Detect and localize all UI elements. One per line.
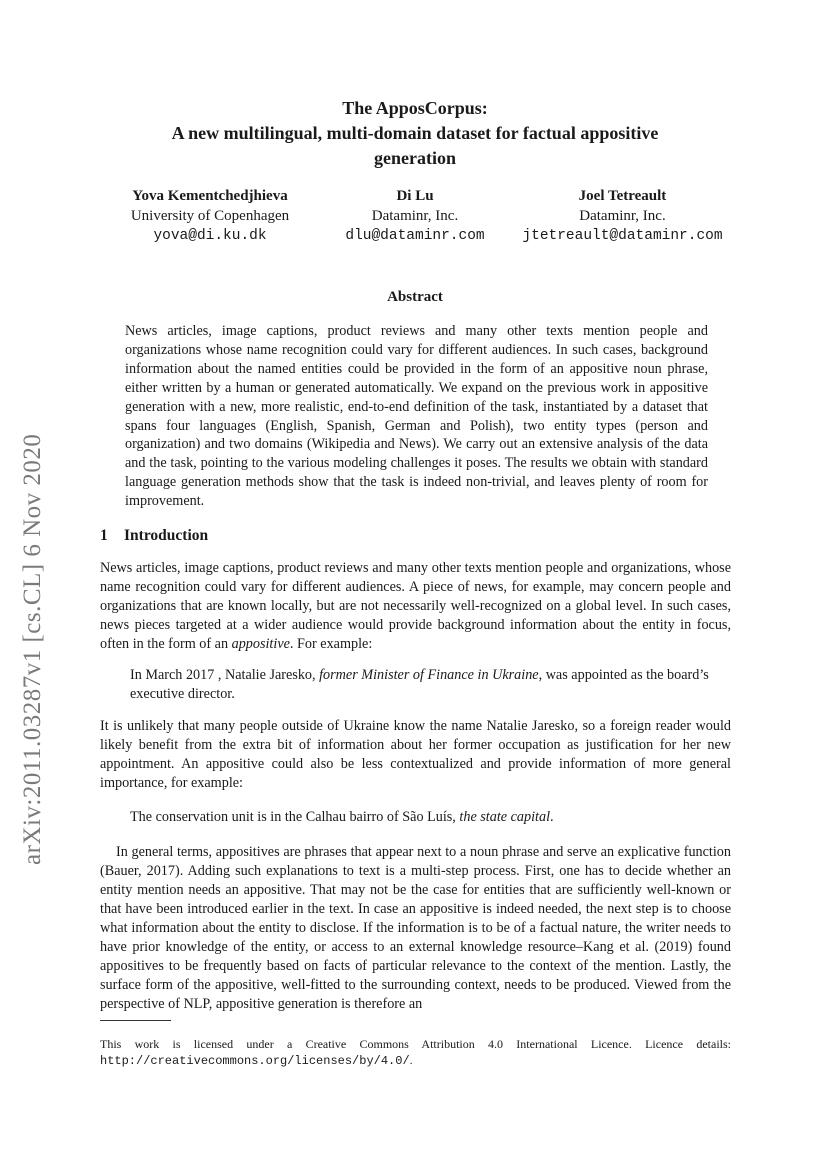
author-block <box>505 186 740 246</box>
paragraph <box>100 559 731 654</box>
abstract-text: News articles, image captions, product reviews and many other texts mention people and organizations whose name recognition could vary for different audiences. In such cases, background information about the named entities could be provided in the form of an appositive noun phrase, either written by a human or generated automatically. We expand on the previous work in appositive generation with a new, more realistic, end-to-end definition of the task, instantiated by a dataset that spans four languages (English, Spanish, German and Polish), two entity types (person and organization) and two domains (Wikipedia and News). We carry out an extensive analysis of the data and the task, pointing to the various modeling challenges it poses. The results we obtain with standard language generation methods show that the task is indeed non-trivial, and leaves plenty of room for improvement. <box>125 323 708 510</box>
emphasis: appositive <box>231 636 290 652</box>
title-line-2: A new multilingual, multi-domain dataset for factual appositive <box>171 123 659 143</box>
arxiv-identifier: arXiv:2011.03287v1 [cs.CL] 6 Nov 2020 <box>19 433 46 865</box>
footnote-rule <box>100 1020 171 1021</box>
example-quote <box>130 808 730 827</box>
section-number: 1 <box>100 527 108 544</box>
footnote-text: . <box>409 1053 413 1067</box>
author-name: Yova Kementchedjhieva <box>132 188 288 204</box>
author-block <box>100 186 320 246</box>
paragraph-text: . For example: <box>289 636 373 652</box>
author-name: Di Lu <box>396 188 434 204</box>
abstract-heading: Abstract <box>387 289 443 305</box>
paper-title <box>100 96 730 171</box>
example-text: In March 2017 , Natalie Jaresko, <box>130 667 320 683</box>
example-text: The conservation unit is in the Calhau bairro of São Luís, <box>130 809 460 825</box>
footnote-text: This work is licensed under a Creative Commons Attribution 4.0 International Licence. Licence details: <box>100 1037 731 1051</box>
footnote <box>100 1036 731 1069</box>
author-affiliation: Dataminr, Inc. <box>371 208 459 224</box>
paragraph-text: News articles, image captions, product reviews and many other texts mention people and organizations, whose name recognition could vary for different audiences. A piece of news, for example, may concern people and organizations that are known locally, but are not necessarily well-recognized on a global level. In such cases, news pieces targeted at a wider audience would provide background information about the entity in focus, often in the form of an <box>100 560 731 652</box>
appositive-emphasis: former Minister of Finance in Ukraine <box>319 667 539 683</box>
paragraph: In general terms, appositives are phrases that appear next to a noun phrase and serve an explicative function (Bauer, 2017). Adding such explanations to text is a multi-step process. First, one has to decide whether an entity mention needs an appositive. That may not be the case for entities that are sufficiently well-known or that have been introduced earlier in the text. In case an appositive is indeed needed, the next step is to choose what information about the entity to disclose. If the information is to be of a factual nature, the writer needs to have prior knowledge of the entity, or access to an external knowledge resource–Kang et al. (2019) found appositives to be frequently based on facts of particular relevance to the context of the mention. Lastly, the surface form of the appositive, well-fitted to the surrounding context, needs to be produced. Viewed from the perspective of NLP, appositive generation is therefore an <box>100 844 731 1012</box>
example-text: . <box>550 809 554 825</box>
example-text: , was appointed as the board’s executive director. <box>130 667 709 702</box>
author-affiliation: Dataminr, Inc. <box>579 208 666 224</box>
author-affiliation: University of Copenhagen <box>130 208 290 224</box>
section-heading <box>100 527 208 545</box>
title-line-1: The ApposCorpus: <box>342 98 488 118</box>
author-email: dlu@dataminr.com <box>345 228 485 244</box>
license-link[interactable]: http://creativecommons.org/licenses/by/4.0/ <box>100 1054 410 1068</box>
appositive-emphasis: the state capital <box>459 809 551 825</box>
example-quote <box>130 666 730 704</box>
section-title: Introduction <box>124 527 209 544</box>
title-line-3: generation <box>374 148 456 168</box>
paragraph: It is unlikely that many people outside of Ukraine know the name Natalie Jaresko, so a foreign reader would likely benefit from the extra bit of information about her former occupation as justification for her new appointment. An appositive could also be less contextualized and provide information of more general importance, for example: <box>100 718 731 791</box>
author-block <box>330 186 500 246</box>
author-email: jtetreault@dataminr.com <box>522 228 723 244</box>
author-email: yova@di.ku.dk <box>153 228 267 244</box>
author-name: Joel Tetreault <box>578 188 667 204</box>
